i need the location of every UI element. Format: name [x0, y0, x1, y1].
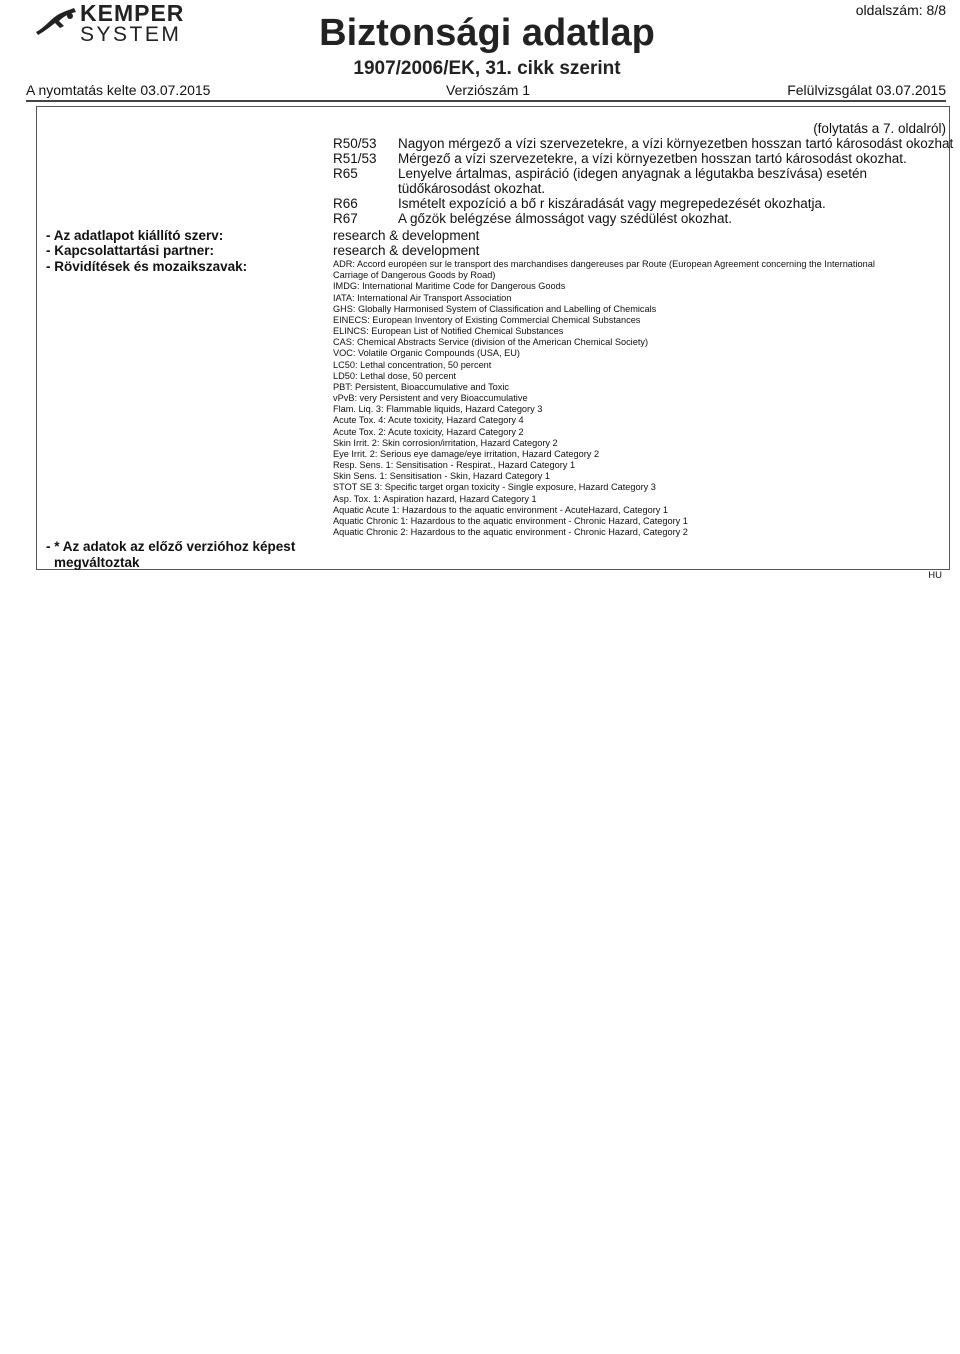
abbreviation-item: IATA: International Air Transport Association	[333, 292, 512, 303]
abbreviation-item: Eye Irrit. 2: Serious eye damage/eye irritation, Hazard Category 2	[333, 448, 600, 459]
abbreviation-item: Aquatic Chronic 2: Hazardous to the aquatic environment - Chronic Hazard, Category 2	[333, 527, 688, 538]
abbreviation-item: LC50: Lethal concentration, 50 percent	[333, 359, 492, 370]
abbreviation-item: Asp. Tox. 1: Aspiration hazard, Hazard Category 1	[333, 493, 537, 504]
abbreviation-item: Flam. Liq. 3: Flammable liquids, Hazard Category 3	[333, 404, 543, 415]
changed-note-line2: megváltoztak	[54, 555, 140, 570]
abbreviation-item: GHS: Globally Harmonised System of Classification and Labelling of Chemicals	[333, 303, 657, 314]
r-phrase-code: R51/53	[333, 151, 377, 166]
abbreviation-item: Aquatic Acute 1: Hazardous to the aquatic environment - AcuteHazard, Category 1	[333, 504, 669, 515]
changed-data-note	[46, 539, 295, 571]
abbreviation-item: vPvB: very Persistent and very Bioaccumulative	[333, 393, 528, 404]
abbreviation-item: ELINCS: European List of Notified Chemical Substances	[333, 326, 564, 337]
abbreviation-item: LD50: Lethal dose, 50 percent	[333, 370, 457, 381]
abbreviation-item: Carriage of Dangerous Goods by Road)	[333, 270, 496, 281]
r-phrase-text: Mérgező a vízi szervezetekre, a vízi környezetben hosszan tartó károsodást okozhat.	[398, 151, 907, 166]
abbreviation-item: Aquatic Chronic 1: Hazardous to the aquatic environment - Chronic Hazard, Category 1	[333, 515, 688, 526]
issuer-value: research & development	[333, 228, 480, 243]
r-phrase-text: Ismételt expozíció a bő r kiszáradását vagy megrepedezését okozhatja.	[398, 196, 826, 211]
continued-note: (folytatás a 7. oldalról)	[813, 121, 946, 136]
contact-label: - Kapcsolattartási partner:	[46, 243, 215, 258]
abbreviations-list	[333, 259, 933, 538]
changed-note-line1: - * Az adatok az előző verzióhoz képest	[46, 539, 296, 554]
abbreviation-item: Resp. Sens. 1: Sensitisation - Respirat., Hazard Category 1	[333, 460, 576, 471]
abbreviation-item: VOC: Volatile Organic Compounds (USA, EU)	[333, 348, 520, 359]
document-subtitle: 1907/2006/EK, 31. cikk szerint	[353, 58, 621, 79]
abbreviation-item: PBT: Persistent, Bioaccumulative and Toxic	[333, 381, 510, 392]
header-divider	[26, 100, 946, 102]
r-phrase-text: A gőzök belégzése álmosságot vagy szédülést okozhat.	[398, 211, 732, 226]
abbreviations-label: - Rövidítések és mozaikszavak:	[46, 259, 248, 274]
abbreviation-item: STOT SE 3: Specific target organ toxicity - Single exposure, Hazard Category 3	[333, 482, 656, 493]
version-number: Verziószám 1	[446, 82, 531, 98]
abbreviation-item: CAS: Chemical Abstracts Service (division of the American Chemical Society)	[333, 337, 649, 348]
contact-value: research & development	[333, 243, 480, 258]
abbreviation-item: ADR: Accord européen sur le transport des marchandises dangereuses par Route (European Agreement concerning the International	[333, 259, 875, 269]
revision-date: Felülvizsgálat 03.07.2015	[787, 82, 946, 98]
brand-name-line2: SYSTEM	[80, 23, 182, 46]
r-phrase-code: R50/53	[333, 136, 377, 151]
print-date: A nyomtatás kelte 03.07.2015	[26, 82, 211, 98]
page-number: oldalszám: 8/8	[855, 2, 946, 18]
abbreviation-item: EINECS: European Inventory of Existing Commercial Chemical Substances	[333, 314, 641, 325]
abbreviation-item: Skin Sens. 1: Sensitisation - Skin, Hazard Category 1	[333, 471, 551, 482]
r-phrase-code: R65	[333, 166, 358, 181]
abbreviation-item: IMDG: International Maritime Code for Dangerous Goods	[333, 281, 566, 292]
abbreviation-item: Acute Tox. 4: Acute toxicity, Hazard Category 4	[333, 415, 524, 426]
issuer-label: - Az adatlapot kiállító szerv:	[46, 228, 224, 243]
language-code: HU	[928, 570, 942, 581]
abbreviation-item: Skin Irrit. 2: Skin corrosion/irritation, Hazard Category 2	[333, 437, 558, 448]
r-phrase-text: tüdőkárosodást okozhat.	[398, 181, 546, 196]
r-phrase-code: R67	[333, 211, 358, 226]
document-title: Biztonsági adatlap	[319, 12, 655, 54]
r-phrase-text: Lenyelve ártalmas, aspiráció (idegen anyagnak a légutakba beszívása) esetén	[398, 166, 868, 181]
brand-name-line1: KEMPER	[80, 0, 185, 26]
r-phrase-code: R66	[333, 196, 358, 211]
r-phrase-text: Nagyon mérgező a vízi szervezetekre, a vízi környezetben hosszan tartó károsodást okozhat	[398, 136, 954, 151]
abbreviation-item: Acute Tox. 2: Acute toxicity, Hazard Category 2	[333, 426, 524, 437]
